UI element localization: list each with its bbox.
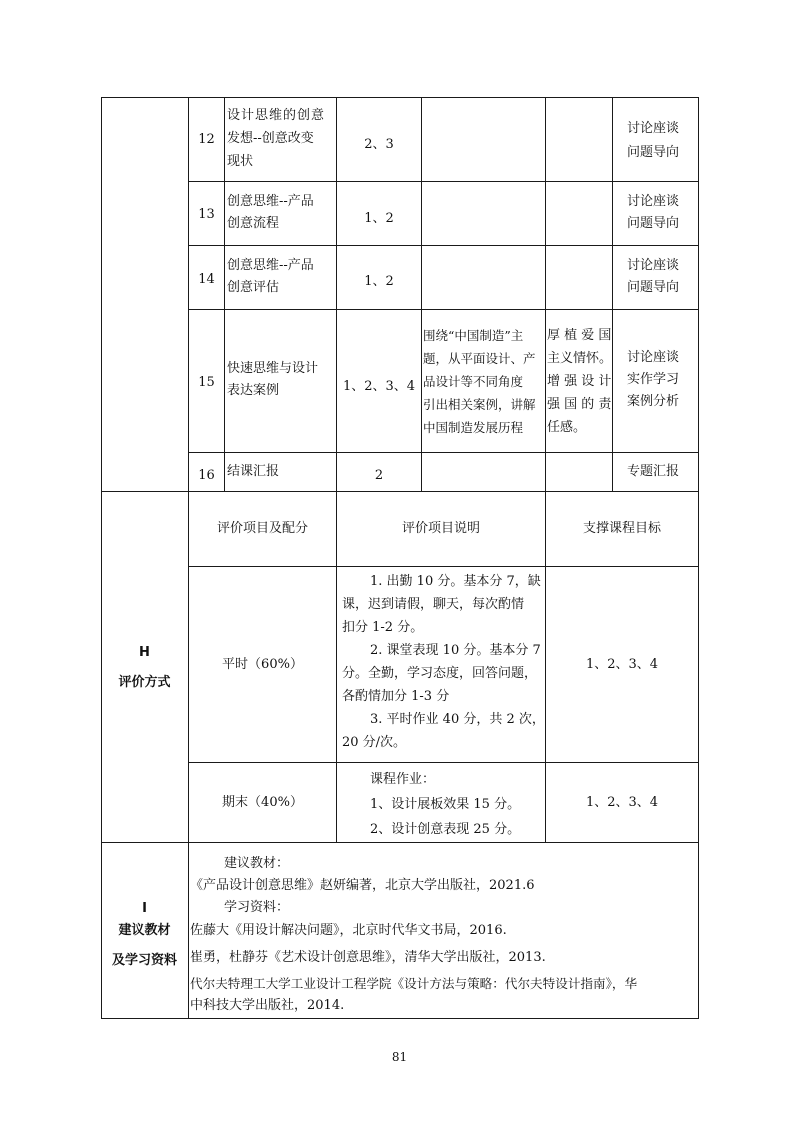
eval-item-label: 期末（40%）: [222, 795, 303, 810]
grid-line: [545, 97, 546, 491]
grid-line: [188, 97, 189, 1019]
material-line: 佐藤大《用设计解决问题》，北京时代华文书局，2016.: [190, 923, 507, 938]
session-method-line: 讨论座谈: [627, 121, 680, 136]
eval-desc-line: 1、设计展板效果 15 分。: [370, 797, 521, 812]
session-goals: 2: [374, 468, 384, 483]
session-topic-line: 现状: [227, 154, 254, 169]
grid-line: [336, 491, 337, 843]
session-topic-line: 设计思维的创意: [227, 108, 326, 123]
effect-line: 强 国 的 责: [547, 397, 612, 412]
session-topic-line: 发想--创意改变: [227, 131, 314, 146]
eval-desc-line: 扣分 1-2 分。: [342, 620, 424, 635]
eval-goals: 1、2、3、4: [585, 795, 659, 810]
ideology-line: 中国制造发展历程: [423, 420, 524, 435]
session-number: 12: [198, 132, 215, 147]
grid-line: [188, 566, 699, 567]
material-line: 《产品设计创意思维》赵妍编著，北京大学出版社，2021.6: [190, 878, 535, 893]
session-number: 16: [198, 468, 215, 483]
ideology-line: 围绕“中国制造”主: [423, 328, 524, 343]
session-method-line: 问题导向: [627, 280, 680, 295]
session-method-line: 问题导向: [627, 145, 680, 160]
session-goals: 2、3: [364, 137, 394, 152]
effect-line: 增 强 设 计: [547, 374, 612, 389]
session-goals: 1、2、3、4: [342, 379, 416, 394]
material-line: 建议教材：: [224, 856, 290, 871]
eval-header: 支撑课程目标: [582, 521, 661, 536]
grid-line: [188, 181, 699, 182]
session-number: 15: [198, 375, 215, 390]
session-topic-line: 快速思维与设计: [227, 361, 319, 376]
grid-line: [188, 245, 699, 246]
table-border-right: [698, 97, 699, 1019]
session-topic-line: 创意思维--产品: [227, 258, 314, 273]
effect-line: 任感。: [547, 420, 587, 435]
table-border-top: [101, 97, 699, 98]
session-topic-line: 创意思维--产品: [227, 194, 314, 209]
section-title: 建议教材: [118, 923, 171, 938]
eval-desc-line: 3. 平时作业 40 分，共 2 次，: [370, 712, 545, 727]
grid-line: [612, 97, 613, 491]
session-topic-line: 结课汇报: [227, 464, 280, 479]
eval-desc-line: 20 分/次。: [342, 735, 407, 750]
session-topic-line: 创意流程: [227, 216, 280, 231]
session-goals: 1、2: [364, 211, 394, 226]
session-goals: 1、2: [364, 274, 394, 289]
effect-line: 主义情怀。: [547, 351, 613, 366]
grid-line: [224, 97, 225, 491]
session-number: 13: [198, 207, 215, 222]
table-border-bottom: [101, 1018, 699, 1019]
session-number: 14: [198, 272, 215, 287]
session-method-line: 实作学习: [627, 372, 680, 387]
grid-line: [188, 309, 699, 310]
material-line: 崔勇，杜静芬《艺术设计创意思维》，清华大学出版社，2013.: [190, 950, 546, 965]
grid-line: [188, 452, 699, 453]
eval-desc-line: 各酌情加分 1-3 分: [342, 689, 450, 704]
eval-goals: 1、2、3、4: [585, 657, 659, 672]
ideology-line: 品设计等不同角度: [423, 374, 524, 389]
material-line: 学习资料：: [224, 900, 290, 915]
eval-desc-line: 2. 课堂表现 10 分。基本分 7: [370, 643, 541, 658]
session-topic-line: 表达案例: [227, 383, 280, 398]
effect-line: 厚 植 爱 国: [547, 328, 612, 343]
eval-item-label: 平时（60%）: [222, 657, 303, 672]
session-topic-line: 创意评估: [227, 280, 280, 295]
eval-desc-line: 课，迟到请假，聊天，每次酌情: [342, 597, 525, 612]
eval-header: 评价项目及配分: [216, 521, 308, 536]
material-line: 代尔夫特理工大学工业设计工程学院《设计方法与策略：代尔夫特设计指南》，华: [190, 976, 638, 991]
grid-line: [421, 97, 422, 491]
grid-line: [101, 491, 699, 492]
session-method-line: 问题导向: [627, 216, 680, 231]
eval-header: 评价项目说明: [401, 521, 480, 536]
eval-desc-line: 分。全勤，学习态度，回答问题，: [342, 666, 538, 681]
ideology-line: 题，从平面设计、产: [423, 351, 536, 366]
grid-line: [188, 762, 699, 763]
session-method-line: 案例分析: [627, 394, 680, 409]
table-border-left: [101, 97, 102, 1019]
session-method-line: 专题汇报: [627, 464, 680, 479]
session-method-line: 讨论座谈: [627, 258, 680, 273]
material-line: 中科技大学出版社，2014.: [190, 998, 345, 1013]
section-title: 及学习资料: [111, 953, 177, 968]
eval-desc-line: 1. 出勤 10 分。基本分 7，缺: [370, 574, 541, 589]
grid-line: [101, 842, 699, 843]
session-method-line: 讨论座谈: [627, 194, 680, 209]
eval-desc-line: 2、设计创意表现 25 分。: [370, 822, 521, 837]
eval-desc-line: 课程作业：: [370, 772, 436, 787]
grid-line: [336, 97, 337, 491]
section-letter: H: [139, 645, 150, 660]
ideology-line: 引出相关案例，讲解: [423, 397, 536, 412]
section-title: 评价方式: [118, 675, 171, 690]
session-method-line: 讨论座谈: [627, 350, 680, 365]
section-letter: I: [142, 901, 147, 916]
page-number: 81: [391, 1050, 408, 1064]
